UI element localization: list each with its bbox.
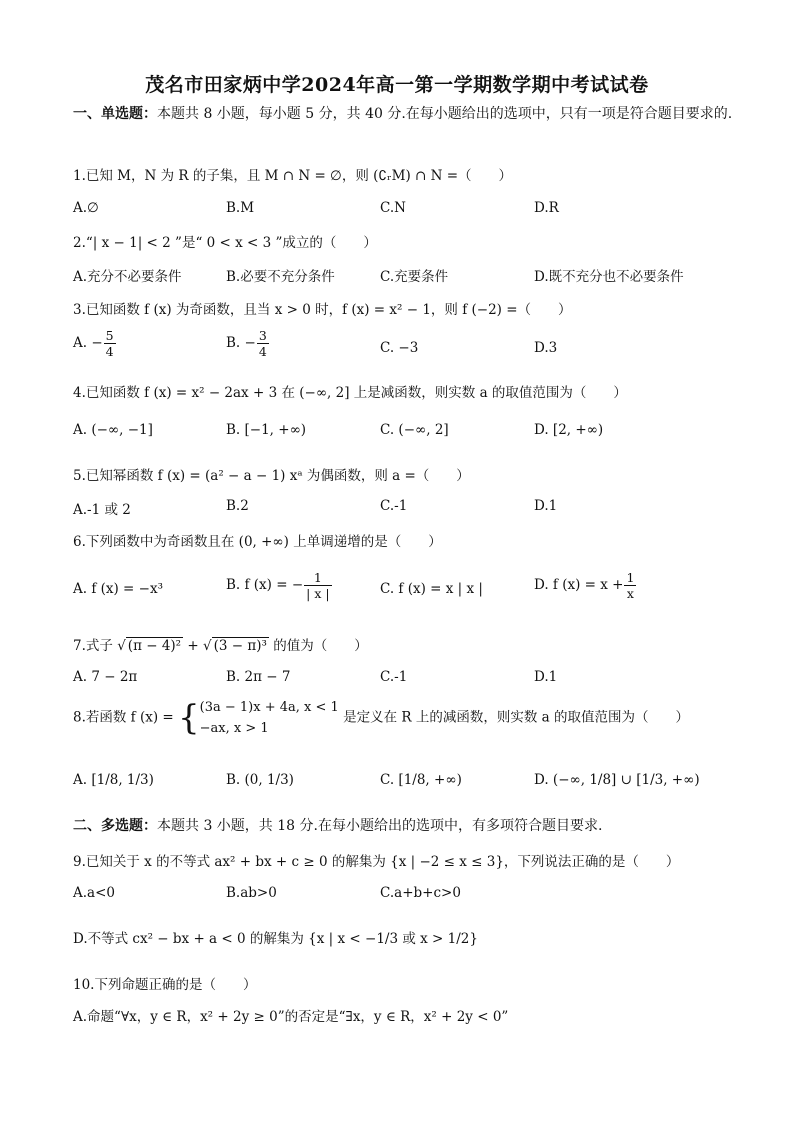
q3-option-a (73, 328, 117, 359)
q2-option-c: C.充要条件 (380, 269, 449, 285)
question-10-stem: 10.下列命题正确的是（ ） (73, 977, 257, 993)
question-8-stem (73, 697, 689, 739)
question-5-stem: 5.已知幂函数 f (x) = (a² − a − 1) xᵃ 为偶函数，则 a =（ ） (73, 468, 470, 484)
q7-plus: + (187, 638, 199, 654)
section-heading: 二、多选题： (73, 818, 157, 834)
q1-option-b: B.M (226, 200, 255, 216)
q3-b-prefix: B. − (226, 335, 256, 351)
section-single-choice-header (73, 103, 733, 126)
q8-option-b: B. (0, 1/3) (226, 772, 294, 788)
left-brace: { (178, 698, 200, 738)
q6-option-b (226, 570, 333, 601)
q8-option-a: A. [1/8, 1/3) (73, 772, 154, 788)
q7-option-d: D.1 (534, 669, 558, 685)
q3-b-denominator: 4 (258, 344, 267, 359)
q3-option-b (226, 328, 270, 359)
question-3-stem: 3.已知函数 f (x) 为奇函数，且当 x > 0 时，f (x) = x² − 1，则 f (−2) =（ ） (73, 302, 572, 318)
q5-option-a: A.-1 或 2 (73, 502, 131, 518)
section-description: 本题共 8 小题，每小题 5 分，共 40 分.在每小题给出的选项中，只有一项是符合题目要求的. (157, 106, 733, 122)
q4-option-c: C. (−∞, 2] (380, 422, 449, 438)
q6-option-d (534, 570, 637, 601)
q8-stem-suffix: 是定义在 R 上的减函数，则实数 a 的取值范围为（ ） (343, 709, 689, 726)
q6-option-c: C. f (x) = x | x | (380, 581, 483, 597)
q4-option-a: A. (−∞, −1] (73, 422, 153, 438)
q5-option-d: D.1 (534, 498, 558, 514)
q8-piecewise-cases (200, 697, 339, 739)
q3-b-fraction (257, 328, 269, 359)
q1-option-c: C.N (380, 200, 406, 216)
q9-option-d: D.不等式 cx² − bx + a < 0 的解集为 {x | x < −1/3 或 x > 1/2} (73, 931, 478, 947)
q9-option-a: A.a<0 (73, 885, 115, 901)
q8-case-1: (3a − 1)x + 4a, x < 1 (199, 700, 339, 715)
q4-option-d: D. [2, +∞) (534, 422, 604, 438)
q3-option-c: C. −3 (380, 340, 419, 356)
q7-radicand-1: (π − 4)² (127, 638, 182, 654)
q6-b-denominator: | x | (306, 586, 330, 601)
q3-a-denominator: 4 (105, 344, 114, 359)
q8-stem-prefix: 8.若函数 f (x) = (73, 709, 174, 726)
question-9-stem: 9.已知关于 x 的不等式 ax² + bx + c ≥ 0 的解集为 {x | −2 ≤ x ≤ 3}，下列说法正确的是（ ） (73, 854, 680, 870)
q1-option-a: A.∅ (73, 200, 99, 216)
q7-option-c: C.-1 (380, 669, 408, 685)
section-description: 本题共 3 小题，共 18 分.在每小题给出的选项中，有多项符合题目要求. (157, 818, 603, 834)
q8-option-c: C. [1/8, +∞) (380, 772, 462, 788)
q6-b-fraction (304, 570, 331, 601)
q6-b-numerator: 1 (304, 570, 331, 586)
q6-d-denominator: x (626, 586, 634, 601)
sqrt-symbol: √ (203, 638, 212, 654)
question-4-stem: 4.已知函数 f (x) = x² − 2ax + 3 在 (−∞, 2] 上是减函数，则实数 a 的取值范围为（ ） (73, 385, 627, 401)
question-7-stem (73, 634, 368, 654)
question-2-stem: 2.“| x − 1| < 2 ”是“ 0 < x < 3 ”成立的（ ） (73, 235, 377, 251)
q7-stem-suffix: 的值为（ ） (273, 638, 368, 654)
q6-option-a: A. f (x) = −x³ (73, 581, 163, 597)
q4-option-b: B. [−1, +∞) (226, 422, 307, 438)
section-heading: 一、单选题： (73, 106, 157, 122)
sqrt-symbol: √ (117, 638, 126, 654)
question-6-stem: 6.下列函数中为奇函数且在 (0, +∞) 上单调递增的是（ ） (73, 534, 442, 550)
q8-case-2: −ax, x > 1 (199, 721, 269, 736)
q5-option-c: C.-1 (380, 498, 408, 514)
q7-radicand-2: (3 − π)³ (213, 638, 267, 654)
q7-stem-prefix: 7.式子 (73, 638, 113, 654)
q10-option-a: A.命题“∀x，y ∈ R，x² + 2y ≥ 0”的否定是“∃x，y ∈ R，x² + 2y < 0” (73, 1009, 509, 1025)
q7-option-a: A. 7 − 2π (73, 669, 138, 685)
q6-b-prefix: B. f (x) = − (226, 577, 304, 593)
section-multiple-choice-header (73, 815, 733, 838)
q3-b-numerator: 3 (258, 328, 267, 343)
q2-option-b: B.必要不充分条件 (226, 269, 335, 285)
q8-option-d: D. (−∞, 1/8] ∪ [1/3, +∞) (534, 772, 700, 788)
q1-option-d: D.R (534, 200, 559, 216)
question-1-stem: 1.已知 M，N 为 R 的子集，且 M ∩ N = ∅，则 (∁ᵣM) ∩ N =（ ） (73, 168, 513, 184)
q9-option-c: C.a+b+c>0 (380, 885, 461, 901)
q3-a-numerator: 5 (105, 328, 114, 343)
page-title: 茂名市田家炳中学2024年高一第一学期数学期中考试试卷 (145, 74, 649, 96)
q6-d-fraction (624, 570, 636, 601)
q2-option-a: A.充分不必要条件 (73, 269, 182, 285)
q9-option-b: B.ab>0 (226, 885, 277, 901)
q6-d-numerator: 1 (626, 570, 635, 585)
q2-option-d: D.既不充分也不必要条件 (534, 269, 684, 285)
q3-a-fraction (104, 328, 116, 359)
q3-option-d: D.3 (534, 340, 558, 356)
q5-option-b: B.2 (226, 498, 249, 514)
q3-a-prefix: A. − (73, 335, 103, 351)
q6-d-prefix: D. f (x) = x + (534, 577, 624, 593)
q7-option-b: B. 2π − 7 (226, 669, 291, 685)
